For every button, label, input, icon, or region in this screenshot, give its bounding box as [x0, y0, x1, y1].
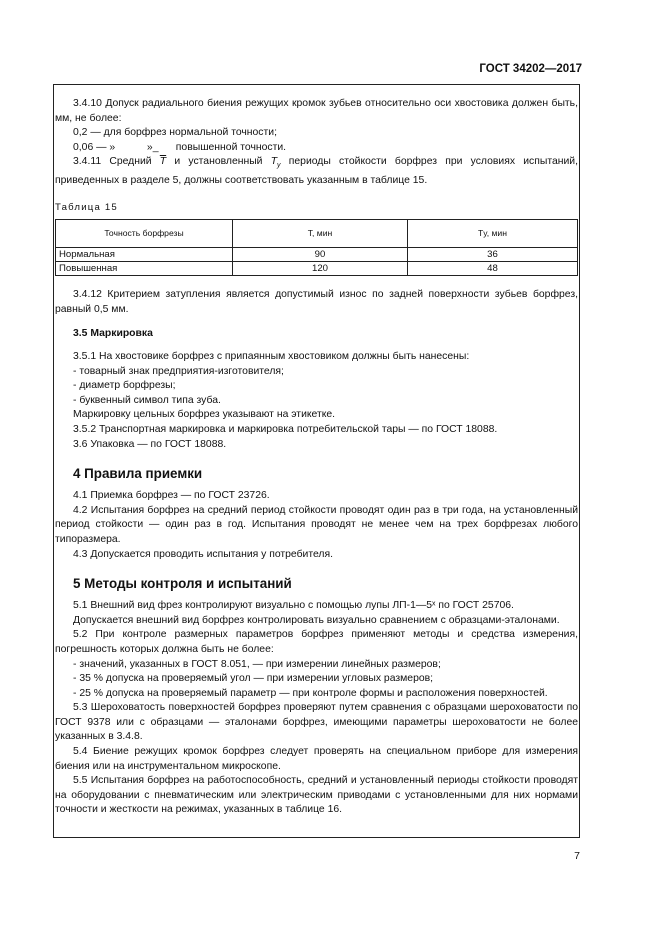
clause-5-5: 5.5 Испытания борфрез на работоспособность, средний и установленный периоды стойкости проводят на оборудовании с пневматическим или электрическим приводами с установленными для них нормами точности и жесткости на режимах, указанных в таблице 16. [55, 775, 578, 816]
clause-3-4-11-post: периоды стойкости борфрез при условиях испытаний, приведенных в разделе 5, должны соответствовать указанным в таблице 15. [55, 156, 578, 187]
list-item: - 25 % допуска на проверяемый параметр — при контроле формы и расположения поверхностей. [73, 687, 548, 699]
clause-3-4-10: 3.4.10 Допуск радиального биения режущих кромок зубьев относительно оси хвостовика должен быть, мм, не более: [55, 98, 578, 124]
clause-3-5-1: 3.5.1 На хвостовике борфрез с припаянным хвостовиком должны быть нанесены: [73, 351, 470, 363]
t-set-symbol: T [270, 156, 278, 168]
section-5-title: 5 Методы контроля и испытаний [73, 576, 292, 592]
table-row [56, 248, 578, 262]
page-content [55, 97, 578, 818]
clause-3-4-10-item-1: 0,2 — для борфрез нормальной точности; [73, 127, 277, 139]
section-3-5-title: 3.5 Маркировка [73, 328, 153, 340]
t-set-subscript: у [277, 162, 281, 170]
clause-3-4-10-item-2: 0,06 — » »_ повышенной точности. [73, 141, 287, 153]
table-cell: Нормальная [56, 248, 233, 262]
table-header-row [56, 220, 578, 248]
clause-3-5-2: 3.5.2 Транспортная маркировка и маркировка потребительской тары — по ГОСТ 18088. [73, 423, 498, 435]
clause-4-1: 4.1 Приемка борфрез — по ГОСТ 23726. [73, 490, 270, 502]
table-cell: 90 [233, 248, 408, 262]
list-item: - диаметр борфрезы; [73, 380, 176, 392]
header-accuracy: Точность борфрезы [56, 220, 233, 248]
clause-3-5-1-note: Маркировку цельных борфрез указывают на этикетке. [73, 409, 336, 421]
clause-5-2: 5.2 При контроле размерных параметров борфрез применяют методы и средства измерения, погрешность которых должна быть не более: [55, 629, 578, 655]
clause-3-4-11-mid: и установленный [166, 156, 271, 168]
document-code: ГОСТ 34202—2017 [479, 63, 582, 75]
table-cell: 36 [408, 248, 578, 262]
list-item: - буквенный символ типа зуба. [73, 394, 221, 406]
clause-3-4-12: 3.4.12 Критерием затупления является допустимый износ по задней поверхности зубьев борфрез, равный 0,5 мм. [55, 289, 578, 315]
clause-3-4-11-pre: 3.4.11 Средний [73, 156, 160, 168]
t-average-symbol: $\overline{T}$ [159, 156, 167, 168]
clause-4-2: 4.2 Испытания борфрез на средний период стойкости проводят один раз в три года, на установленный период стойкости — один раз в год. Испытания проводят не менее чем на трех борфрезах любого типоразмера. [55, 504, 578, 545]
clause-3-4-11 [55, 155, 578, 188]
list-item: - значений, указанных в ГОСТ 8.051, — при измерении линейных размеров; [73, 658, 441, 670]
page-number: 7 [574, 850, 580, 862]
table-15 [55, 219, 578, 276]
header-t-set: Tу, мин [408, 220, 578, 248]
clause-4-3: 4.3 Допускается проводить испытания у потребителя. [73, 548, 334, 560]
table-15-caption: Таблица 15 [55, 201, 118, 213]
table-cell: 120 [233, 262, 408, 276]
clause-5-4: 5.4 Биение режущих кромок борфрез следует проверять на специальном приборе для измерения биения или на инструментальном микроскопе. [55, 746, 578, 772]
clause-5-3: 5.3 Шероховатость поверхностей борфрез проверяют путем сравнения с образцами шероховатости по ГОСТ 9378 или с образцами — эталонами борфрез, имеющими параметры шероховатости не более указанных в 3.4.8. [55, 702, 578, 743]
clause-5-1-note: Допускается внешний вид борфрез контролировать визуально сравнением с образцами-эталонами. [73, 614, 560, 626]
header-t-average: T, мин [233, 220, 408, 248]
clause-5-1: 5.1 Внешний вид фрез контролируют визуально с помощью лупы ЛП-1—5ˣ по ГОСТ 25706. [73, 600, 514, 612]
section-4-title: 4 Правила приемки [73, 466, 203, 482]
table-cell: 48 [408, 262, 578, 276]
table-cell: Повышенная [56, 262, 233, 276]
list-item: - товарный знак предприятия-изготовителя; [73, 365, 284, 377]
list-item: - 35 % допуска на проверяемый угол — при измерении угловых размеров; [73, 673, 434, 685]
clause-3-6: 3.6 Упаковка — по ГОСТ 18088. [73, 438, 227, 450]
table-row [56, 262, 578, 276]
